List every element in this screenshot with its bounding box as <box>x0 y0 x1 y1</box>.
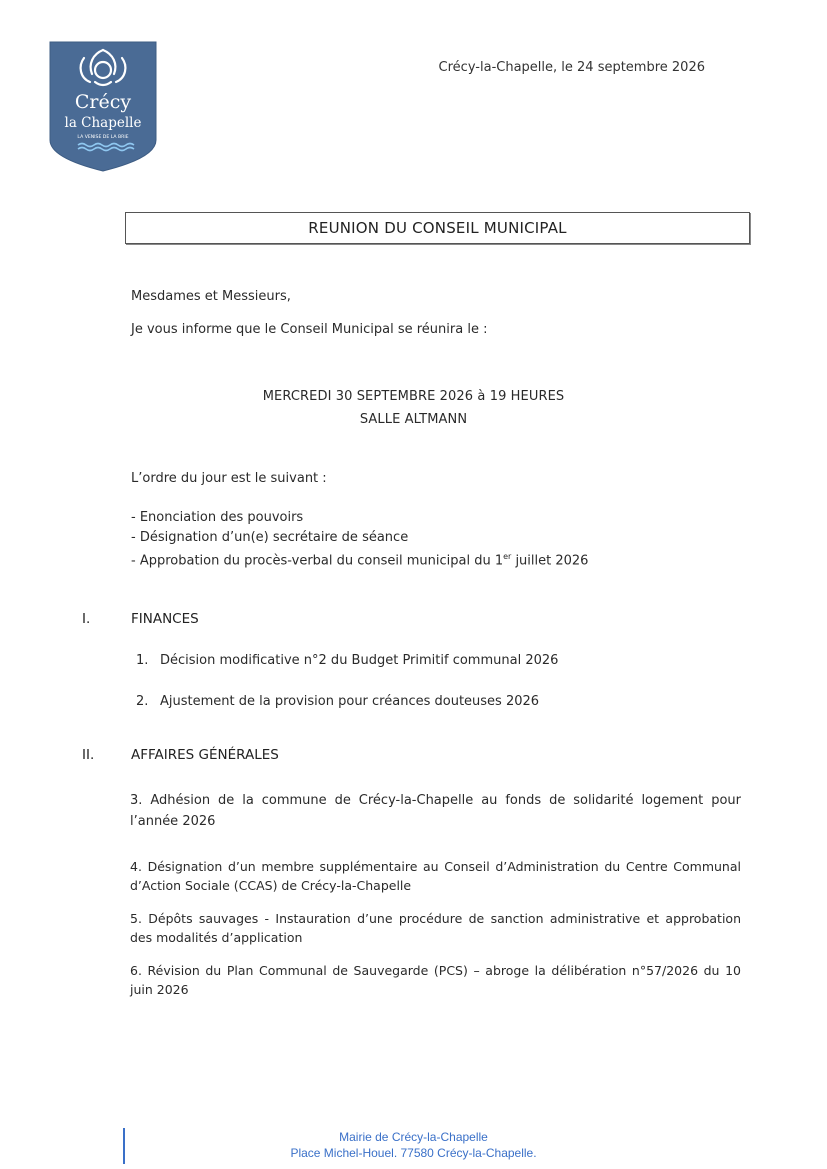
item-number: 1. <box>136 653 149 668</box>
item-text: Décision modificative n°2 du Budget Primitif communal 2026 <box>160 653 559 668</box>
item-number: 2. <box>136 694 149 709</box>
general-item: 4. Désignation d’un membre supplémentaire au Conseil d’Administration du Centre Communal d’Action Sociale (CCAS) de Crécy-la-Chapelle <box>130 859 741 893</box>
town-logo <box>48 40 158 172</box>
meeting-date-time: MERCREDI 30 SEPTEMBRE 2026 à 19 HEURES <box>262 389 565 404</box>
logo-tagline: LA VENISE DE LA BRIE <box>77 135 129 140</box>
agenda-intro: L’ordre du jour est le suivant : <box>131 471 327 486</box>
general-item: 6. Révision du Plan Communal de Sauvegarde (PCS) – abroge la délibération n°57/2026 du 10 juin 2026 <box>130 963 741 997</box>
agenda-item <box>131 552 588 568</box>
meeting-location: SALLE ALTMANN <box>359 412 468 427</box>
finance-item <box>136 653 558 668</box>
footer-town-hall: Mairie de Crécy-la-Chapelle <box>339 1130 488 1144</box>
date-line: Crécy-la-Chapelle, le 24 septembre 2026 <box>438 60 705 75</box>
finance-item <box>136 694 539 709</box>
section-title-affaires-generales: AFFAIRES GÉNÉRALES <box>131 747 279 763</box>
section-title-finances: FINANCES <box>131 611 199 627</box>
agenda-item: - Enonciation des pouvoirs <box>131 510 304 525</box>
footer-address: Place Michel-Houel. 77580 Crécy-la-Chapelle. <box>290 1146 537 1160</box>
agenda-item-text-after: juillet 2026 <box>511 553 589 569</box>
general-item: 5. Dépôts sauvages - Instauration d’une procédure de sanction administrative et approbation des modalités d’application <box>130 911 741 945</box>
intro-line: Je vous informe que le Conseil Municipal se réunira le : <box>131 322 488 337</box>
logo-crecy: Crécy <box>74 91 132 113</box>
agenda-item: - Désignation d’un(e) secrétaire de séance <box>131 530 409 545</box>
title-box <box>125 212 750 244</box>
agenda-item-superscript: er <box>503 552 512 561</box>
item-text: Ajustement de la provision pour créances douteuses 2026 <box>160 694 540 709</box>
document-title: REUNION DU CONSEIL MUNICIPAL <box>308 219 567 237</box>
logo-la-chapelle: la Chapelle <box>64 115 142 131</box>
agenda-item-text: - Approbation du procès-verbal du conseil municipal du 1 <box>131 553 504 569</box>
greeting: Mesdames et Messieurs, <box>131 289 291 304</box>
section-number: I. <box>82 611 91 627</box>
section-number: II. <box>82 747 95 763</box>
general-item: 3. Adhésion de la commune de Crécy-la-Chapelle au fonds de solidarité logement pour l’année 2026 <box>130 793 741 829</box>
